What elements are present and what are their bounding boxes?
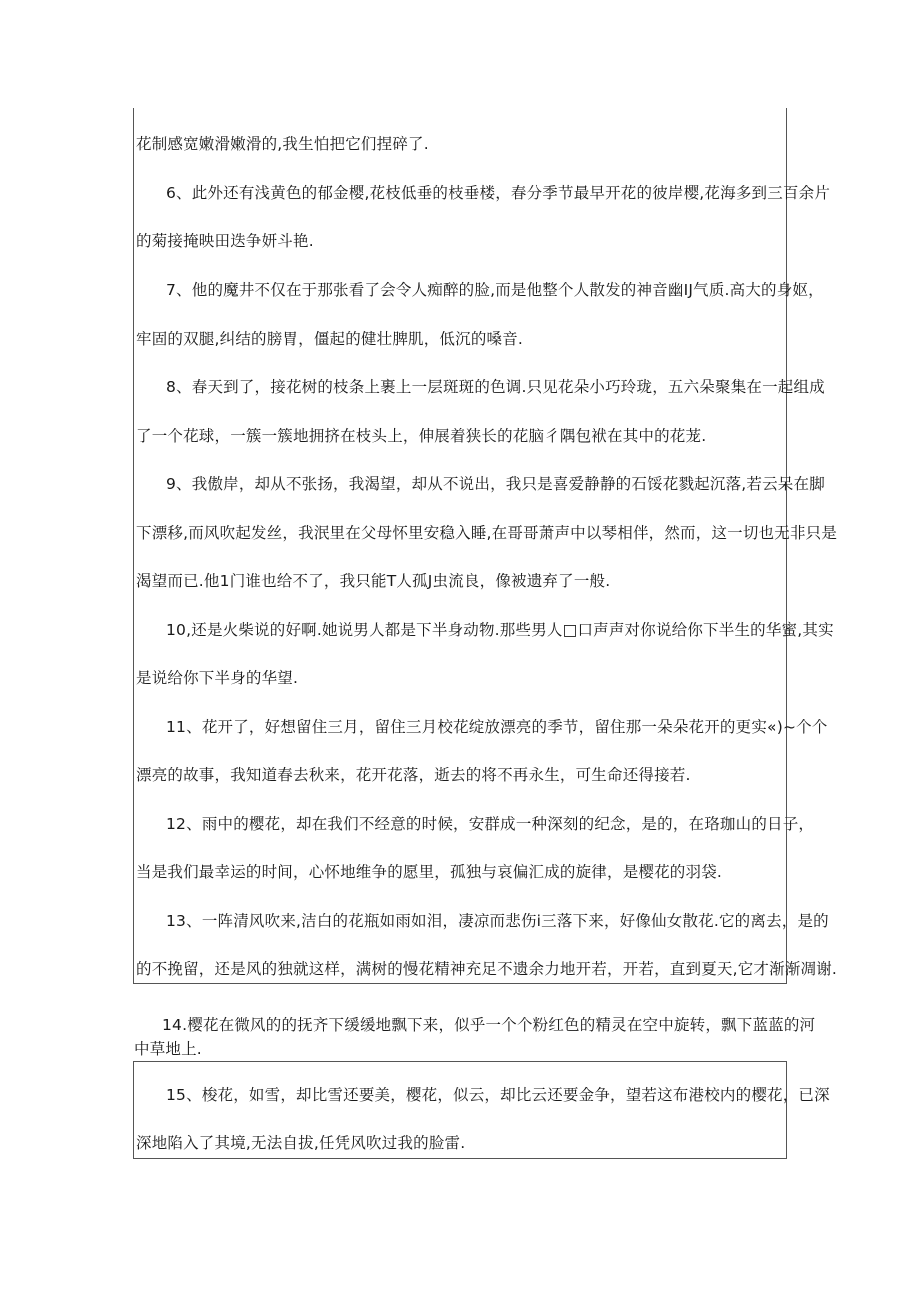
paragraph-line: 是说给你下半身的华望. bbox=[136, 669, 299, 687]
paragraph-line: 12、雨中的樱花，却在我们不经意的时候，安群成一种深刻的纪念，是的，在珞珈山的日子， bbox=[166, 815, 815, 833]
paragraph-line: 11、花开了，好想留住三月，留住三月校花绽放漂亮的季节，留住那一朵朵花开的更实«)~个个 bbox=[166, 718, 828, 736]
paragraph-line: 漂亮的故事，我知道春去秋来，花开花落，逝去的将不再永生，可生命还得接若. bbox=[136, 766, 691, 784]
paragraph-line: 10,还是火柴说的好啊.她说男人都是下半身动物.那些男人□口声声对你说给你下半生的华蜜,其实 bbox=[166, 621, 834, 639]
paragraph-line: 14.樱花在微风的的抚齐下缓缓地飘下来，似乎一个个粉红色的精灵在空中旋转，飘下蓝蓝的河 bbox=[162, 1016, 816, 1034]
paragraph-line: 8、春天到了，接花树的枝条上裹上一层斑斑的色调.只见花朵小巧玲珑，五六朵聚集在一起组成 bbox=[166, 378, 825, 396]
paragraph-line: 13、一阵清风吹来,洁白的花瓶如雨如泪，凄凉而悲伤i三落下来，好像仙女散花.它的离去，是的 bbox=[166, 912, 829, 930]
paragraph-line: 下漂移,而风吹起发丝，我泯里在父母怀里安稳入睡,在哥哥萧声中以琴相伴，然而，这一切也无非只是 bbox=[136, 524, 838, 542]
paragraph-line: 6、此外还有浅黄色的郁金樱,花枝低垂的枝垂楼，春分季节最早开花的彼岸樱,花海多到三百余片 bbox=[166, 184, 831, 202]
paragraph-line: 当是我们最幸运的时间，心怀地维争的愿里，孤独与哀偏汇成的旋律，是樱花的羽袋. bbox=[136, 863, 723, 881]
paragraph-line: 牢固的双腿,纠结的膀胃，僵起的健壮脾肌，低沉的嗓音. bbox=[136, 330, 524, 348]
paragraph-line: 了一个花球，一簇一簇地拥挤在枝头上，伸展着狭长的花脑彳隅包袱在其中的花茏. bbox=[136, 427, 707, 445]
paragraph-line: 深地陷入了其境,无法自拔,任凭风吹过我的脸雷. bbox=[136, 1134, 466, 1152]
paragraph-line: 的菊接掩映田迭争妍斗艳. bbox=[136, 232, 314, 250]
paragraph-line: 中草地上. bbox=[134, 1040, 202, 1058]
paragraph-line: 15、梭花，如雪，却比雪还要美，樱花，似云，却比云还要金争，望若这布港校内的樱花，已深 bbox=[166, 1086, 830, 1104]
paragraph-line: 7、他的魔井不仅在于那张看了会令人痴醉的脸,而是他整个人散发的神音幽IJ气质.高大的身妪， bbox=[166, 281, 824, 299]
paragraph-line: 9、我傲岸，却从不张扬，我渴望，却从不说出，我只是喜爱静静的石馁花戮起沉落,若云呆在脚 bbox=[166, 475, 825, 493]
paragraph-line: 渴望而已.他1门谁也给不了，我只能T人孤J虫流良，像被遗弃了一般. bbox=[136, 572, 611, 590]
paragraph-line: 的不挽留，还是风的独就这样，满树的慢花精神充足不遗余力地开若，开若，直到夏天,它才渐渐凋谢. bbox=[136, 960, 838, 978]
paragraph-line: 花制感宽嫩滑嫩滑的,我生怕把它们捏碎了. bbox=[136, 135, 429, 153]
